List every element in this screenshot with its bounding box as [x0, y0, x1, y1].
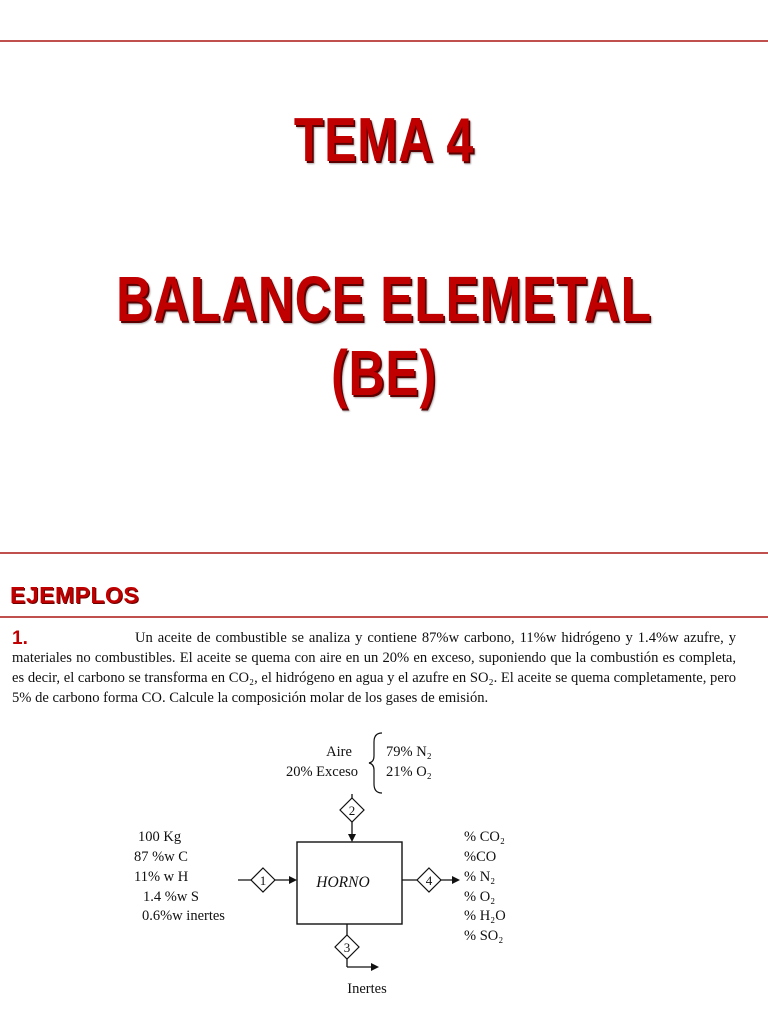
top-divider: [0, 40, 768, 42]
furnace-label: HORNO: [316, 874, 370, 891]
product-o2: % O₂: [464, 889, 496, 905]
air-arrowhead: [348, 834, 356, 842]
product-n2: % N₂: [464, 869, 496, 885]
section-title: EJEMPLOS: [10, 582, 140, 608]
brace-icon: [369, 733, 382, 793]
section-underline: [0, 616, 768, 618]
inerts-arrowhead: [371, 963, 379, 971]
feed-mass: 100 Kg: [138, 829, 182, 845]
feed-inerts: 0.6%w inertes: [142, 908, 225, 924]
air-nitrogen: 79% N₂: [386, 744, 432, 760]
stream-1-number: 1: [259, 873, 267, 888]
feed-hydrogen: 11% w H: [134, 869, 189, 885]
product-so2: % SO₂: [464, 928, 504, 944]
problem-text: Un aceite de combustible se analiza y contiene 87%w carbono, 11%w hidrógeno y 1.4%w azufre, y materiales no combustibles. El aceite se quema con aire en un 20% en exceso, suponiendo que la combustión es completa, es decir, el carbono se transforma en CO₂, el hidrógeno en agua y el azufre en SO₂. El aceite se quema completamente, pero 5% de carbono forma CO. Calcule la composición molar de los gases de emisión.: [12, 630, 736, 706]
inerts-label: Inertes: [347, 981, 387, 997]
stream-2-number: 2: [348, 803, 356, 818]
examples-slide: [0, 552, 768, 1024]
air-excess-label: 20% Exceso: [285, 764, 359, 780]
slide-divider: [0, 552, 768, 554]
stream-3-number: 3: [343, 940, 351, 955]
problem-number: 1.: [12, 628, 28, 649]
problem-statement: [12, 628, 736, 708]
topic-subtitle: BALANCE ELEMETAL (BE): [116, 263, 652, 409]
product-arrowhead: [452, 876, 460, 884]
feed-arrowhead: [289, 876, 297, 884]
product-co2: % CO₂: [464, 829, 505, 845]
product-h2o: % H₂O: [464, 908, 506, 924]
feed-carbon: 87 %w C: [134, 849, 188, 865]
topic-title: TEMA 4: [293, 106, 475, 175]
product-co: %CO: [464, 849, 497, 865]
stream-4-number: 4: [425, 873, 433, 888]
process-flow-diagram: [0, 722, 768, 1024]
air-label: Aire: [326, 744, 352, 760]
air-oxygen: 21% O₂: [386, 764, 432, 780]
feed-sulfur: 1.4 %w S: [143, 889, 199, 905]
